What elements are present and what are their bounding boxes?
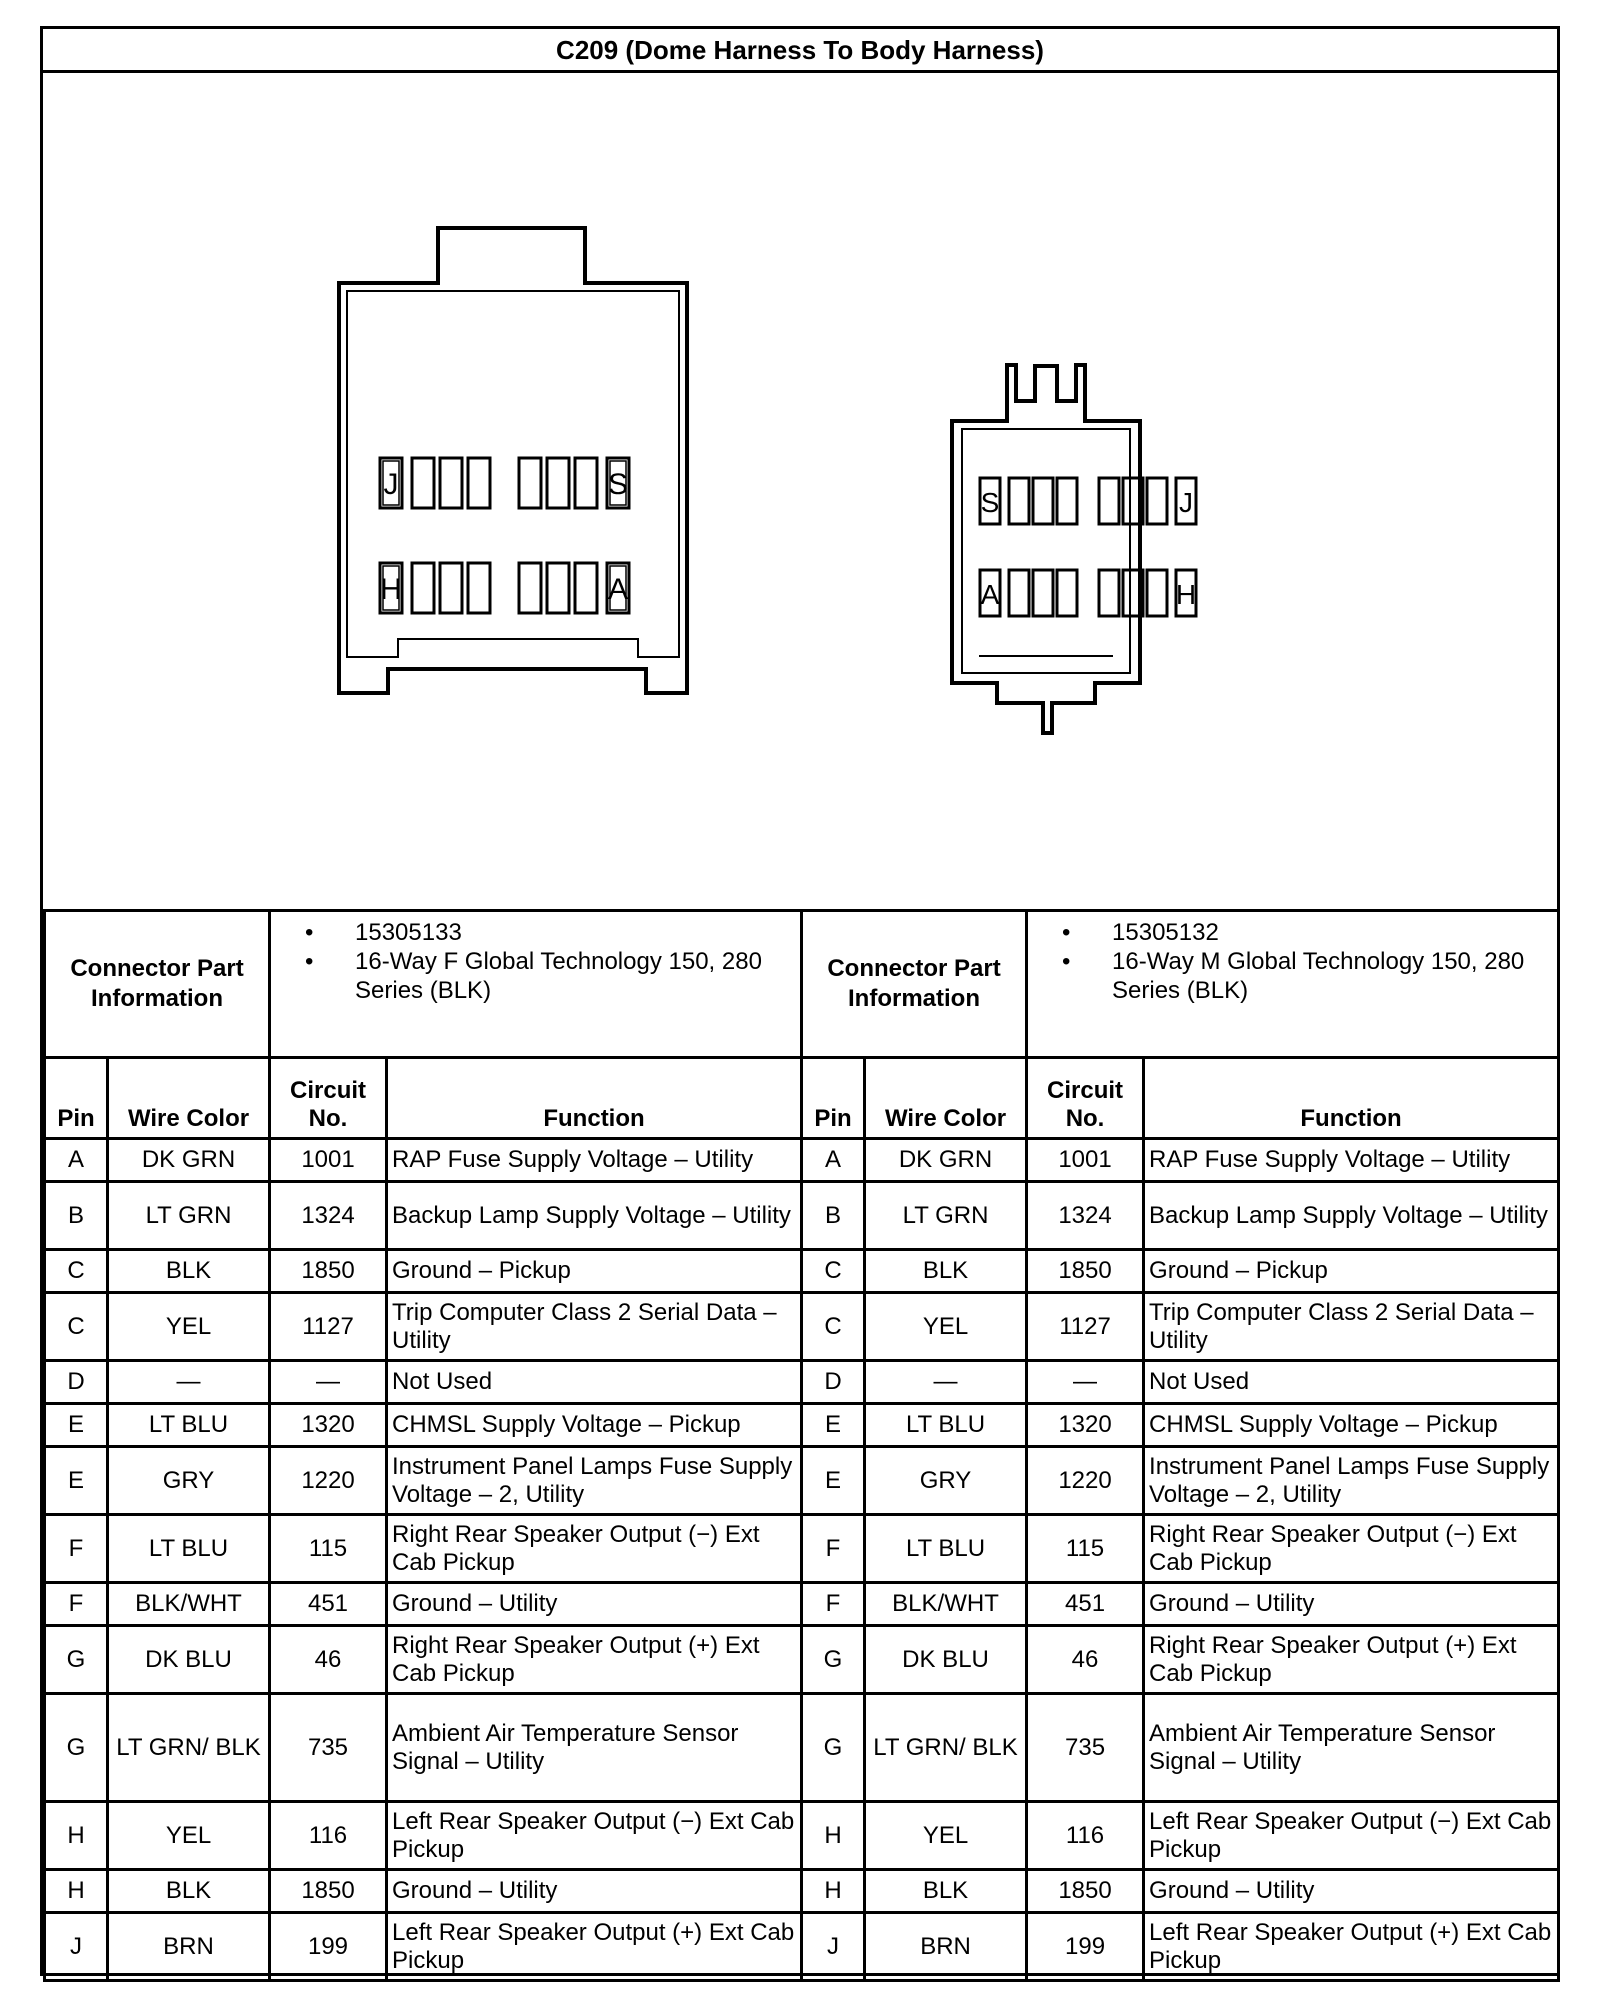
pin-cell: G [802,1626,865,1694]
function-cell: Left Rear Speaker Output (−) Ext Cab Pickup [1144,1802,1559,1870]
function-cell: Instrument Panel Lamps Fuse Supply Voltage – 2, Utility [387,1447,802,1515]
pin-cell: F [802,1515,865,1583]
wire-color-cell: LT BLU [865,1515,1027,1583]
wire-color-cell: DK GRN [865,1139,1027,1182]
wire-color-cell: BLK [865,1250,1027,1293]
pin-cell: C [802,1250,865,1293]
pin-cell: E [45,1447,108,1515]
wire-color-cell: LT GRN [865,1182,1027,1250]
connector-part-info-row [45,911,1559,1058]
pin-cell: G [45,1626,108,1694]
circuit-cell: — [270,1361,387,1404]
function-cell: Backup Lamp Supply Voltage – Utility [387,1182,802,1250]
table-row [45,1182,1559,1250]
table-row [45,1361,1559,1404]
wire-color-cell: BLK [108,1870,270,1913]
pin-cell: G [45,1694,108,1802]
female-connector-diagram [339,228,687,693]
connector-part-info-female [270,911,802,1058]
function-cell: Right Rear Speaker Output (+) Ext Cab Pickup [1144,1626,1559,1694]
circuit-cell: 451 [270,1583,387,1626]
function-cell: Ground – Utility [1144,1583,1559,1626]
pin-cell: F [802,1583,865,1626]
column-header-circuit: Circuit No. [270,1058,387,1139]
pin-cell: C [802,1293,865,1361]
wire-color-cell: LT BLU [865,1404,1027,1447]
column-header-pin: Pin [45,1058,108,1139]
connector-sheet [40,26,1560,1976]
pin-cell: J [45,1913,108,1981]
wire-color-cell: BLK [865,1870,1027,1913]
connector-diagrams [43,73,1557,909]
circuit-cell: 1320 [1027,1404,1144,1447]
circuit-cell: 1850 [1027,1250,1144,1293]
function-cell: Ground – Utility [1144,1870,1559,1913]
circuit-cell: 1001 [270,1139,387,1182]
function-cell: Left Rear Speaker Output (+) Ext Cab Pickup [387,1913,802,1981]
wire-color-cell: YEL [108,1293,270,1361]
table-row [45,1139,1559,1182]
table-row [45,1913,1559,1981]
wire-color-cell: GRY [865,1447,1027,1515]
wire-color-cell: DK BLU [108,1626,270,1694]
column-header-circuit: Circuit No. [1027,1058,1144,1139]
circuit-cell: 735 [1027,1694,1144,1802]
wire-color-cell: GRY [108,1447,270,1515]
table-row [45,1404,1559,1447]
function-cell: CHMSL Supply Voltage – Pickup [387,1404,802,1447]
circuit-cell: — [1027,1361,1144,1404]
function-cell: CHMSL Supply Voltage – Pickup [1144,1404,1559,1447]
pin-cell: C [45,1250,108,1293]
function-cell: RAP Fuse Supply Voltage – Utility [1144,1139,1559,1182]
circuit-cell: 115 [1027,1515,1144,1583]
wire-color-cell: YEL [865,1293,1027,1361]
function-cell: Ground – Pickup [387,1250,802,1293]
circuit-cell: 1001 [1027,1139,1144,1182]
wire-color-cell: LT BLU [108,1404,270,1447]
circuit-cell: 199 [1027,1913,1144,1981]
function-cell: Ground – Pickup [1144,1250,1559,1293]
circuit-cell: 1324 [270,1182,387,1250]
circuit-cell: 1850 [1027,1870,1144,1913]
function-cell: Ambient Air Temperature Sensor Signal – Utility [1144,1694,1559,1802]
circuit-cell: 116 [270,1802,387,1870]
function-cell: Not Used [1144,1361,1559,1404]
function-cell: RAP Fuse Supply Voltage – Utility [387,1139,802,1182]
pin-cell: D [802,1361,865,1404]
circuit-cell: 1220 [1027,1447,1144,1515]
function-cell: Ambient Air Temperature Sensor Signal – Utility [387,1694,802,1802]
male-connector-diagram [952,365,1196,733]
function-cell: Backup Lamp Supply Voltage – Utility [1144,1182,1559,1250]
pin-cell: H [802,1802,865,1870]
wire-color-cell: YEL [108,1802,270,1870]
function-cell: Instrument Panel Lamps Fuse Supply Voltage – 2, Utility [1144,1447,1559,1515]
wire-color-cell: BLK/WHT [865,1583,1027,1626]
pin-cell: B [45,1182,108,1250]
pin-cell: E [802,1447,865,1515]
function-cell: Trip Computer Class 2 Serial Data – Utility [387,1293,802,1361]
pin-cell: A [802,1139,865,1182]
wire-color-cell: DK GRN [108,1139,270,1182]
table-row [45,1293,1559,1361]
column-header-wire-color: Wire Color [108,1058,270,1139]
female-part-number: • 15305133 [305,918,796,947]
connector-part-label-male: Connector Part Information [802,911,1027,1058]
circuit-cell: 1127 [1027,1293,1144,1361]
pinout-table [43,909,1560,1982]
pin-cell: H [802,1870,865,1913]
pin-cell: B [802,1182,865,1250]
female-cavity-label-a: A [607,573,629,606]
table-row [45,1694,1559,1802]
pin-cell: C [45,1293,108,1361]
table-row [45,1250,1559,1293]
circuit-cell: 46 [270,1626,387,1694]
circuit-cell: 199 [270,1913,387,1981]
pin-cell: D [45,1361,108,1404]
wire-color-cell: YEL [865,1802,1027,1870]
pin-cell: E [45,1404,108,1447]
function-cell: Right Rear Speaker Output (−) Ext Cab Pickup [387,1515,802,1583]
male-part-number: • 15305132 [1062,918,1553,947]
pin-cell: F [45,1583,108,1626]
wire-color-cell: BLK/WHT [108,1583,270,1626]
table-row [45,1583,1559,1626]
column-header-pin: Pin [802,1058,865,1139]
page-title: C209 (Dome Harness To Body Harness) [43,29,1557,73]
circuit-cell: 116 [1027,1802,1144,1870]
function-cell: Right Rear Speaker Output (−) Ext Cab Pickup [1144,1515,1559,1583]
male-cavity-label-h: H [1175,579,1197,610]
wire-color-cell: LT BLU [108,1515,270,1583]
connector-part-label-female: Connector Part Information [45,911,270,1058]
pin-cell: G [802,1694,865,1802]
female-cavity-label-s: S [607,468,629,501]
function-cell: Ground – Utility [387,1583,802,1626]
pin-cell: H [45,1802,108,1870]
circuit-cell: 1850 [270,1870,387,1913]
pin-cell: J [802,1913,865,1981]
column-header-function: Function [387,1058,802,1139]
table-row [45,1447,1559,1515]
pin-cell: A [45,1139,108,1182]
function-cell: Left Rear Speaker Output (−) Ext Cab Pickup [387,1802,802,1870]
pin-cell: F [45,1515,108,1583]
circuit-cell: 1320 [270,1404,387,1447]
function-cell: Trip Computer Class 2 Serial Data – Utility [1144,1293,1559,1361]
pin-cell: H [45,1870,108,1913]
wire-color-cell: LT GRN/ BLK [865,1694,1027,1802]
wire-color-cell: — [108,1361,270,1404]
female-part-description: • 16-Way F Global Technology 150, 280 Series (BLK) [305,947,796,1005]
circuit-cell: 1324 [1027,1182,1144,1250]
column-header-row [45,1058,1559,1139]
connector-part-info-male [1027,911,1559,1058]
wire-color-cell: LT GRN [108,1182,270,1250]
function-cell: Not Used [387,1361,802,1404]
circuit-cell: 451 [1027,1583,1144,1626]
wire-color-cell: LT GRN/ BLK [108,1694,270,1802]
table-row [45,1626,1559,1694]
table-row [45,1515,1559,1583]
female-cavity-label-h: H [380,573,402,606]
circuit-cell: 115 [270,1515,387,1583]
pin-cell: E [802,1404,865,1447]
male-cavity-label-a: A [980,579,1000,610]
circuit-cell: 735 [270,1694,387,1802]
function-cell: Left Rear Speaker Output (+) Ext Cab Pickup [1144,1913,1559,1981]
circuit-cell: 1850 [270,1250,387,1293]
wire-color-cell: BLK [108,1250,270,1293]
male-cavity-label-j: J [1179,487,1193,518]
circuit-cell: 1127 [270,1293,387,1361]
male-cavity-label-s: S [980,487,1000,518]
column-header-function: Function [1144,1058,1559,1139]
wire-color-cell: BRN [865,1913,1027,1981]
connector-drawing-area [43,73,1557,909]
circuit-cell: 1220 [270,1447,387,1515]
table-row [45,1870,1559,1913]
circuit-cell: 46 [1027,1626,1144,1694]
male-part-description: • 16-Way M Global Technology 150, 280 Series (BLK) [1062,947,1553,1005]
column-header-wire-color: Wire Color [865,1058,1027,1139]
table-row [45,1802,1559,1870]
wire-color-cell: BRN [108,1913,270,1981]
function-cell: Right Rear Speaker Output (+) Ext Cab Pickup [387,1626,802,1694]
female-cavity-label-j: J [383,468,399,501]
wire-color-cell: DK BLU [865,1626,1027,1694]
wire-color-cell: — [865,1361,1027,1404]
function-cell: Ground – Utility [387,1870,802,1913]
